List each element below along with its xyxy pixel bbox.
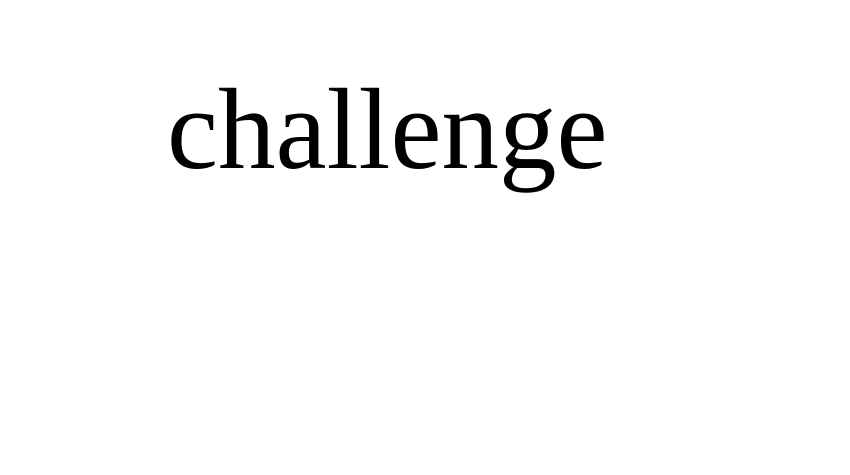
displayed-word: challenge bbox=[167, 66, 608, 193]
